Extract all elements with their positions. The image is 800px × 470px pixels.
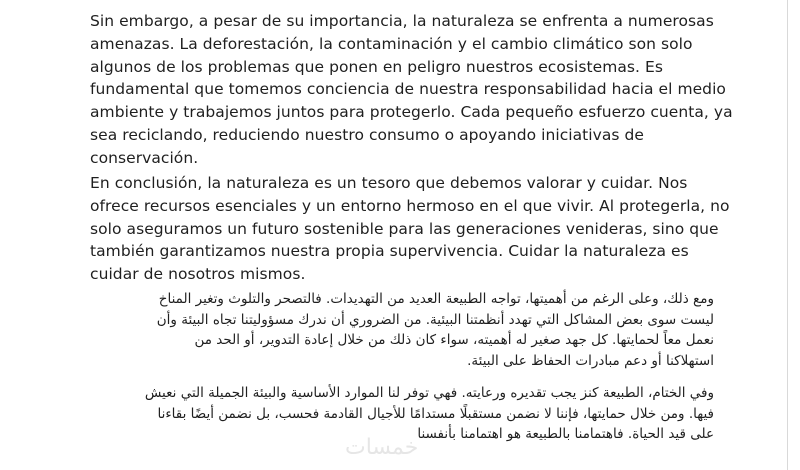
- text-line: وفي الختام، الطبيعة كنز يجب تقديره ورعايته. فهي توفر لنا الموارد الأساسية والبيئة الجميلة التي نعيش: [144, 385, 714, 401]
- watermark-logo: خمسات: [345, 435, 419, 460]
- spanish-paragraph-threats: [90, 10, 733, 170]
- text-line: cuidar de nosotros mismos.: [90, 265, 306, 284]
- text-line: sea reciclando, reduciendo nuestro consumo o apoyando iniciativas de: [90, 125, 645, 144]
- text-line: نعمل معاً لحمايتها. كل جهد صغير له أهميته، سواء كان ذلك من خلال إعادة التدوير، أو الحد من: [194, 332, 714, 348]
- text-line: ومع ذلك، وعلى الرغم من أهميتها، تواجه الطبيعة العديد من التهديدات. فالتصحر والتلوث وتغير المناخ: [158, 291, 714, 307]
- text-line: conservación.: [90, 148, 199, 167]
- text-line: En conclusión, la naturaleza es un tesoro que debemos valorar y cuidar. Nos: [90, 174, 688, 192]
- page-edge-rule: [787, 0, 788, 470]
- text-line: فيها. ومن خلال حمايتها، فإننا لا نضمن مستقبلًا مستدامًا للأجيال القادمة فحسب، بل نضمن أيضًا بقاءنا: [157, 405, 714, 422]
- text-line: amenazas. La deforestación, la contaminación y el cambio climático son solo: [90, 34, 693, 53]
- text-line: solo aseguramos un futuro sostenible para las generaciones venideras, sino que: [90, 219, 719, 238]
- text-line: ليست سوى بعض المشاكل التي تهدد أنظمتنا البيئية. من الضروري أن ندرك مسؤوليتنا تجاه البيئة وأن: [156, 311, 714, 328]
- spanish-paragraph-conclusion: [90, 172, 730, 286]
- arabic-paragraph-threats: [82, 289, 714, 371]
- text-line: también garantizamos nuestra propia supervivencia. Cuidar la naturaleza es: [90, 242, 689, 261]
- text-line: Sin embargo, a pesar de su importancia, la naturaleza se enfrenta a numerosas: [90, 12, 714, 30]
- text-line: ofrece recursos esenciales y un entorno hermoso en el que vivir. Al protegerla, no: [90, 196, 730, 215]
- text-line: algunos de los problemas que ponen en peligro nuestros ecosistemas. Es: [90, 57, 663, 76]
- text-line: fundamental que tomemos conciencia de nuestra responsabilidad hacia el medio: [90, 80, 726, 99]
- text-line: على قيد الحياة. فاهتمامنا بالطبيعة هو اهتمامنا بأنفسنا: [417, 426, 714, 442]
- text-line: ambiente y trabajemos juntos para protegerlo. Cada pequeño esfuerzo cuenta, ya: [90, 103, 733, 122]
- text-line: استهلاكنا أو دعم مبادرات الحفاظ على البيئة.: [467, 352, 714, 369]
